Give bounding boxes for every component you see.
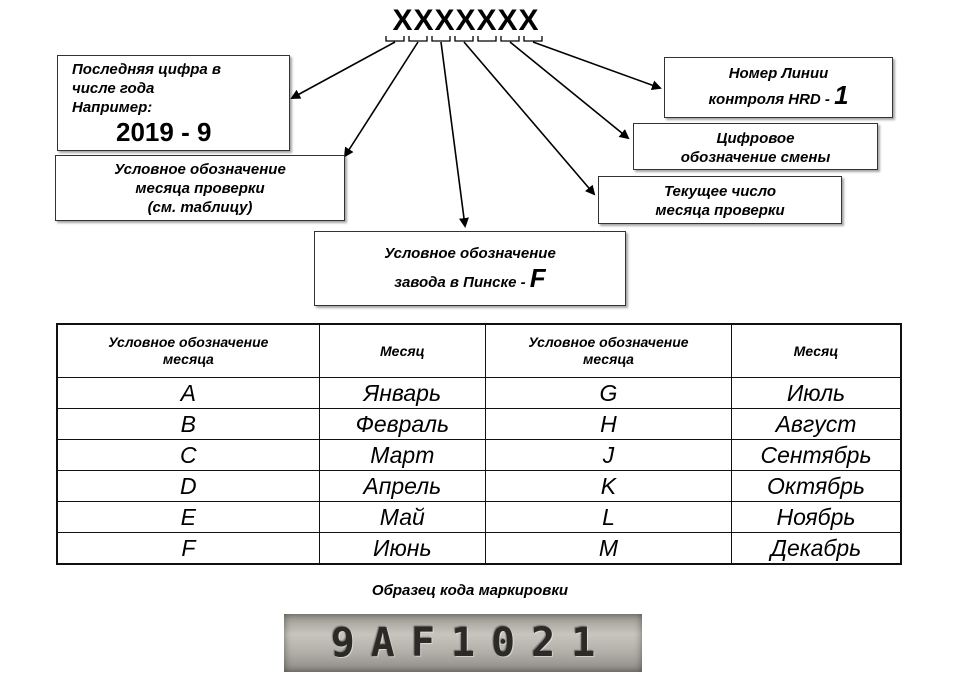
cell-month: Сентябрь	[732, 440, 901, 471]
month-code-line3: (см. таблицу)	[147, 199, 253, 216]
arrow-to-shift	[510, 42, 628, 138]
cell-month: Август	[732, 409, 901, 440]
bracket-2	[409, 36, 427, 41]
shift-line2: обозначение смены	[680, 149, 831, 166]
arrow-to-line	[533, 42, 660, 88]
cell-code: F	[57, 533, 319, 565]
plant-line1: Условное обозначение	[384, 245, 556, 262]
month-code-box	[55, 155, 345, 221]
year-line1: Последняя цифра в	[72, 61, 221, 78]
cell-month: Январь	[319, 378, 485, 409]
cell-code: E	[57, 502, 319, 533]
arrow-to-day	[464, 42, 594, 194]
cell-month: Ноябрь	[732, 502, 901, 533]
plant-box	[314, 231, 626, 306]
sample-code: 9AF1021	[330, 620, 612, 666]
code-template: XXXXXXX	[392, 4, 540, 37]
line-line1: Номер Линии	[728, 65, 829, 82]
day-line1: Текущее число	[663, 183, 777, 200]
cell-code: D	[57, 471, 319, 502]
year-line3: Например:	[72, 99, 153, 116]
cell-month: Февраль	[319, 409, 485, 440]
cell-code: B	[57, 409, 319, 440]
header-code-1: Условное обозначение месяца	[57, 324, 319, 378]
arrow-to-month-code	[345, 42, 418, 156]
month-code-line2: месяца проверки	[135, 180, 265, 197]
table-row	[57, 409, 901, 440]
cell-month: Декабрь	[732, 533, 901, 565]
table-row	[57, 378, 901, 409]
table-row	[57, 502, 901, 533]
month-code-table	[56, 323, 902, 565]
table-row	[57, 440, 901, 471]
shift-box	[633, 123, 878, 170]
plant-value: F	[529, 263, 546, 293]
header-month-1: Месяц	[319, 324, 485, 378]
cell-code: A	[57, 378, 319, 409]
cell-month: Июль	[732, 378, 901, 409]
header-month-2: Месяц	[732, 324, 901, 378]
day-box	[598, 176, 842, 224]
cell-code: G	[485, 378, 731, 409]
plant-line2: завода в Пинске -	[394, 274, 526, 291]
bracket-1	[386, 36, 404, 41]
digit-brackets	[386, 36, 542, 41]
cell-month: Октябрь	[732, 471, 901, 502]
bracket-7	[524, 36, 542, 41]
line-box	[664, 57, 893, 118]
arrow-to-plant	[441, 42, 465, 226]
year-example: 2019 - 9	[116, 117, 212, 147]
cell-code: J	[485, 440, 731, 471]
shift-line1: Цифровое	[716, 130, 795, 147]
bracket-6	[501, 36, 519, 41]
bracket-4	[455, 36, 473, 41]
arrow-to-year	[292, 42, 395, 98]
cell-month: Апрель	[319, 471, 485, 502]
table-header-row	[57, 324, 901, 378]
month-code-line1: Условное обозначение	[114, 161, 286, 178]
year-line2: числе года	[72, 80, 155, 97]
bracket-5	[478, 36, 496, 41]
table-row	[57, 533, 901, 565]
cell-month: Май	[319, 502, 485, 533]
header-code-2: Условное обозначение месяца	[485, 324, 731, 378]
cell-code: C	[57, 440, 319, 471]
table-row	[57, 471, 901, 502]
year-box	[57, 55, 290, 151]
bracket-3	[432, 36, 450, 41]
cell-month: Июнь	[319, 533, 485, 565]
cell-code: K	[485, 471, 731, 502]
sample-code-plate	[284, 614, 642, 672]
cell-month: Март	[319, 440, 485, 471]
sample-caption: Образец кода маркировки	[371, 582, 569, 599]
line-line2: контроля HRD -	[708, 91, 830, 108]
line-value: 1	[834, 80, 849, 110]
cell-code: H	[485, 409, 731, 440]
cell-code: M	[485, 533, 731, 565]
day-line2: месяца проверки	[655, 202, 785, 219]
cell-code: L	[485, 502, 731, 533]
